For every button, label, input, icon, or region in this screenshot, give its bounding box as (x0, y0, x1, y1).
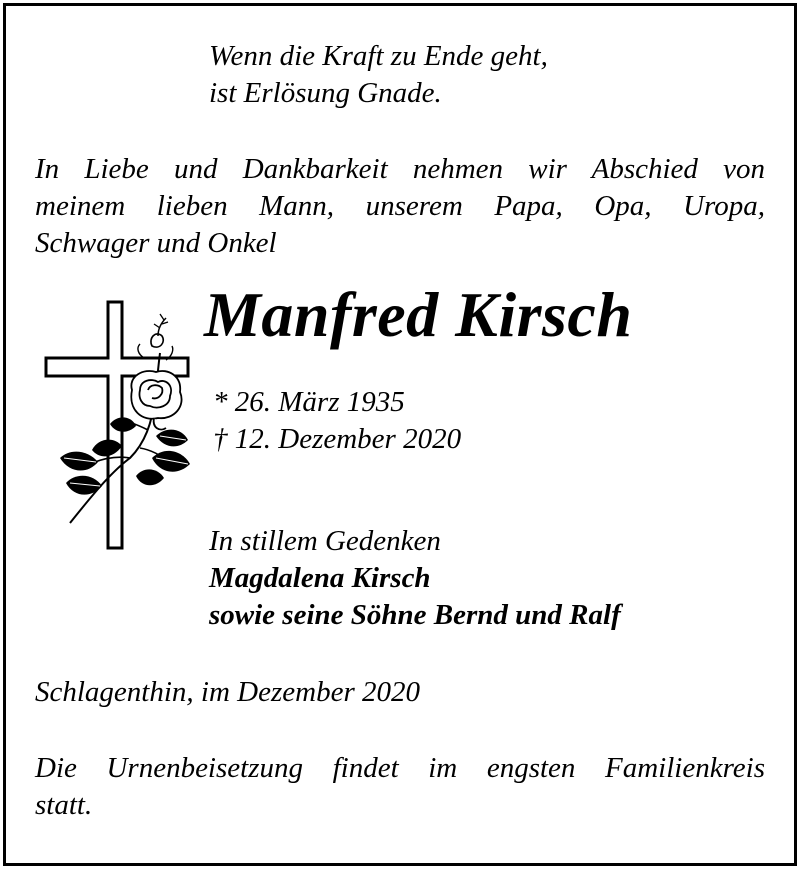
verse (209, 38, 548, 112)
burial-notice (35, 750, 765, 824)
birth-date: * 26. März 1935 (213, 386, 405, 418)
cross-with-rose-icon (40, 298, 200, 553)
mourners-heading: In stillem Gedenken (209, 525, 441, 557)
intro-line-2: meinem lieben Mann, unserem Papa, Opa, Uropa, (35, 190, 765, 222)
verse-line-2: ist Erlösung Gnade. (209, 77, 442, 109)
burial-notice-line-1: Die Urnenbeisetzung findet im engsten Familienkreis (35, 752, 765, 784)
intro-text (35, 151, 765, 262)
burial-notice-line-2: statt. (35, 789, 93, 821)
intro-line-1: In Liebe und Dankbarkeit nehmen wir Abschied von (35, 153, 765, 185)
deceased-name: Manfred Kirsch (204, 279, 633, 350)
verse-line-1: Wenn die Kraft zu Ende geht, (209, 40, 548, 72)
mourner-name-1: Magdalena Kirsch (209, 562, 431, 594)
place-date: Schlagenthin, im Dezember 2020 (35, 676, 420, 708)
intro-line-3: Schwager und Onkel (35, 227, 277, 259)
life-dates (213, 384, 461, 458)
mourners (209, 523, 621, 634)
mourner-name-2: sowie seine Söhne Bernd und Ralf (209, 599, 621, 631)
death-date: † 12. Dezember 2020 (213, 423, 462, 455)
